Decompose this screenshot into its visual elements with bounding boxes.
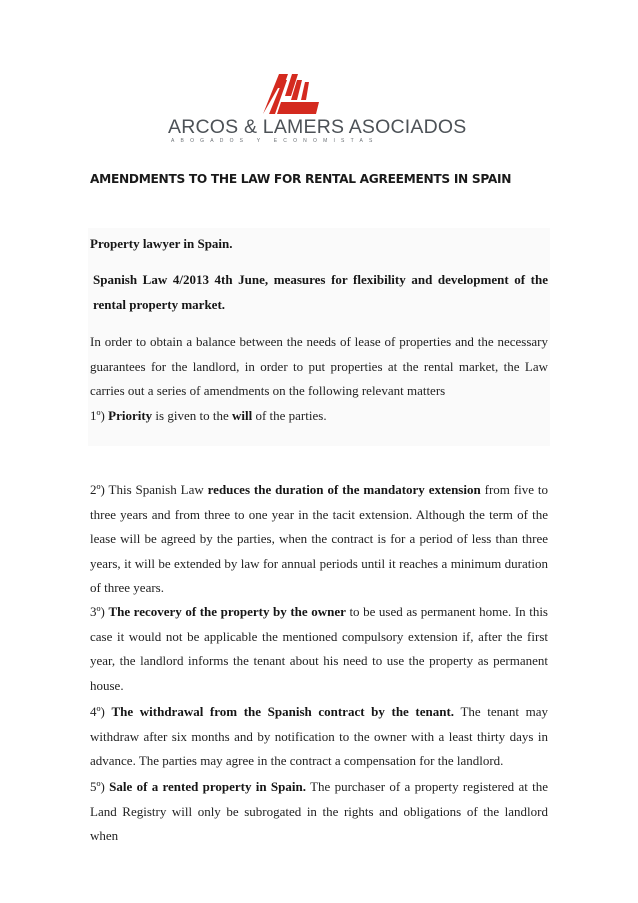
item-1-bold-2: will — [231, 408, 253, 423]
item-5 — [90, 775, 548, 849]
document-title: AMENDMENTS TO THE LAW FOR RENTAL AGREEMENTS IN SPAIN — [90, 172, 512, 186]
item-4-text-1: The tenant may withdraw after six months and by notification to the owner with a least thirty days in advance. The parties may agree in the contract a compensation for the landlord. — [90, 704, 549, 769]
intro-heading-block — [90, 232, 548, 257]
item-2-text-2: from five to three years and from three to one year in the tacit extension. Although the term of the lease will be agreed by the parties, when the contract is for a period of less than three years, it will be extended by law for annual periods until it reaches a minimum duration of three years. — [90, 482, 549, 596]
item-5-text-1: The purchaser of a property registered at the Land Registry will only be subrogated in the rights and obligations of the landlord when — [90, 779, 548, 844]
item-1-text-1: is given to the — [155, 408, 229, 423]
item-2-bold-1: reduces the duration of the mandatory extension — [207, 482, 481, 497]
al-logo-icon — [261, 70, 321, 116]
item-2-text-1: This Spanish Law — [108, 482, 204, 497]
item-2-number: 2º) — [90, 482, 105, 497]
item-5-bold-1: Sale of a rented property in Spain. — [109, 779, 306, 794]
law-title: Spanish Law 4/2013 4th June, measures for flexibility and development of the rental property market. — [93, 272, 548, 312]
item-1-number: 1º) — [90, 408, 105, 423]
item-1 — [90, 404, 548, 429]
item-1-bold-1: Priority — [108, 408, 153, 423]
intro-paragraph-block — [90, 330, 548, 404]
company-subtitle: ABOGADOS Y ECONOMISTAS — [171, 138, 379, 144]
intro-heading: Property lawyer in Spain. — [90, 236, 233, 251]
item-5-number: 5º) — [90, 779, 105, 794]
company-name: ARCOS & LAMERS ASOCIADOS — [168, 116, 467, 138]
item-3-number: 3º) — [90, 604, 105, 619]
item-4-number: 4º) — [90, 704, 105, 719]
intro-paragraph: In order to obtain a balance between the needs of lease of properties and the necessary guarantees for the landlord, in order to put properties at the rental market, the Law carries out a series of amendments on the following relevant matters — [90, 334, 548, 399]
law-title-block — [90, 268, 548, 317]
item-4 — [90, 700, 548, 774]
item-4-bold-1: The withdrawal from the Spanish contract by the tenant. — [111, 704, 455, 719]
item-2 — [90, 478, 548, 601]
item-3-text-1: to be used as permanent home. In this case it would not be applicable the mentioned compulsory extension if, after the first year, the landlord informs the tenant about his need to use the property as permanent house. — [90, 604, 548, 693]
item-1-text-2: of the parties. — [255, 408, 327, 423]
item-3-bold-1: The recovery of the property by the owner — [108, 604, 346, 619]
company-logo — [168, 70, 467, 145]
item-3 — [90, 600, 548, 698]
